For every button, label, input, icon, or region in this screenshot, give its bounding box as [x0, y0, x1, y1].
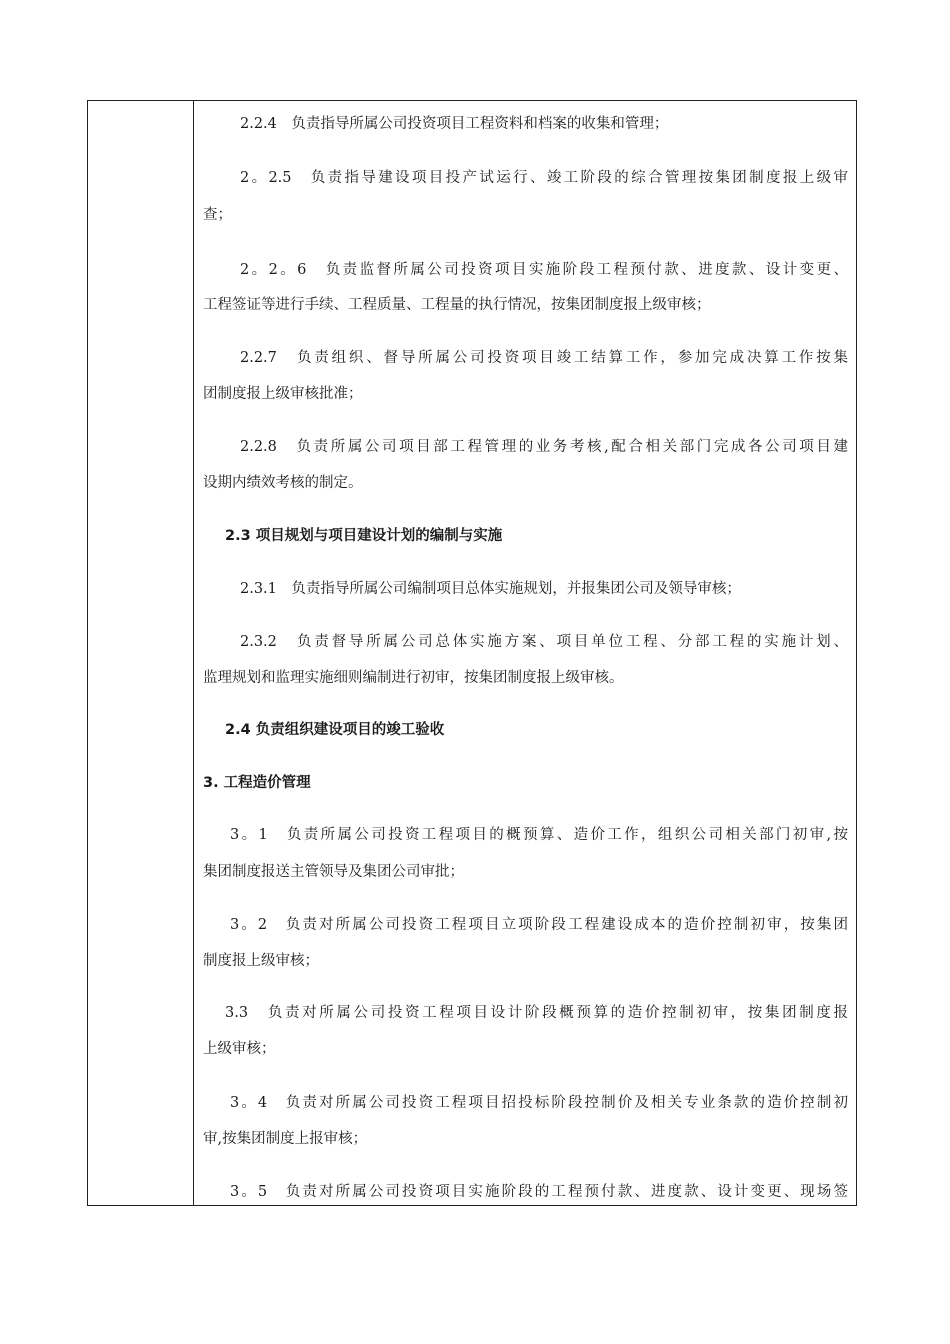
heading-2-3: 2.3 项目规划与项目建设计划的编制与实施: [225, 528, 503, 544]
item-2-3-2-cont: 监理规划和监理实施细则编制进行初审，按集团制度报上级审核。: [203, 670, 624, 686]
heading-3: 3. 工程造价管理: [203, 775, 311, 791]
item-2-2-7-cont: 团制度报上级审核批准；: [203, 386, 363, 402]
item-2-2-8: 2.2.8 负责所属公司项目部工程管理的业务考核,配合相关部门完成各公司项目建: [240, 439, 848, 455]
content-column: [194, 101, 856, 1205]
heading-2-4: 2.4 负责组织建设项目的竣工验收: [225, 722, 445, 738]
item-2-3-1: 2.3.1 负责指导所属公司编制项目总体实施规划，并报集团公司及领导审核；: [240, 581, 741, 597]
item-3-3: 3.3 负责对所属公司投资工程项目设计阶段概预算的造价控制初审，按集团制度报: [225, 1005, 848, 1021]
content-table: [87, 100, 857, 1206]
item-3-2: 3。2 负责对所属公司投资工程项目立项阶段工程建设成本的造价控制初审，按集团: [230, 917, 848, 933]
item-2-2-5: 2。2.5 负责指导建设项目投产试运行、竣工阶段的综合管理按集团制度报上级审: [240, 170, 848, 186]
item-3-2-cont: 制度报上级审核；: [203, 953, 319, 969]
item-2-2-5-cont: 查；: [203, 207, 232, 223]
item-3-5: 3。5 负责对所属公司投资项目实施阶段的工程预付款、进度款、设计变更、现场签: [230, 1184, 848, 1200]
label-column: [88, 101, 194, 1205]
item-3-4-cont: 审,按集团制度上报审核；: [203, 1131, 368, 1147]
item-2-2-8-cont: 设期内绩效考核的制定。: [203, 475, 363, 491]
item-3-4: 3。4 负责对所属公司投资工程项目招投标阶段控制价及相关专业条款的造价控制初: [230, 1095, 848, 1111]
item-2-2-6: 2。2。6 负责监督所属公司投资项目实施阶段工程预付款、进度款、设计变更、: [240, 262, 848, 278]
item-2-3-2: 2.3.2 负责督导所属公司总体实施方案、项目单位工程、分部工程的实施计划、: [240, 634, 848, 650]
item-3-3-cont: 上级审核；: [203, 1041, 276, 1057]
item-2-2-7: 2.2.7 负责组织、督导所属公司投资项目竣工结算工作，参加完成决算工作按集: [240, 350, 848, 366]
item-3-1-cont: 集团制度报送主管领导及集团公司审批；: [203, 864, 464, 880]
item-2-2-6-cont: 工程签证等进行手续、工程质量、工程量的执行情况，按集团制度报上级审核；: [203, 297, 711, 313]
item-2-2-4: 2.2.4 负责指导所属公司投资项目工程资料和档案的收集和管理；: [240, 116, 669, 132]
item-3-1: 3。1 负责所属公司投资工程项目的概预算、造价工作，组织公司相关部门初审,按: [230, 827, 848, 843]
